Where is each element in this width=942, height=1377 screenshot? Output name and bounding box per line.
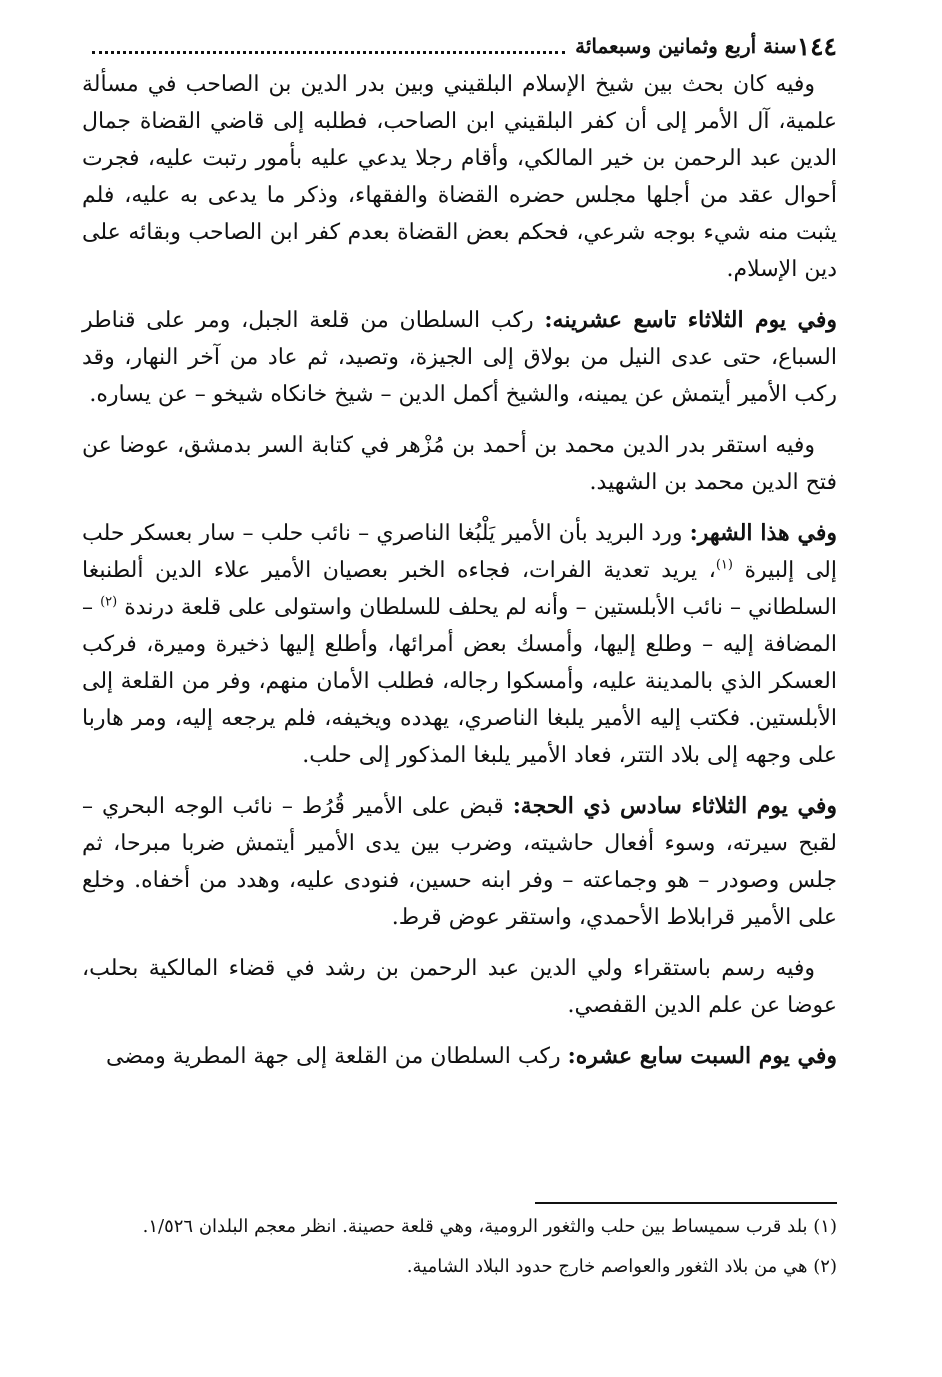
page-header — [82, 26, 837, 66]
footnote-ref-2[interactable]: (٢) — [100, 594, 118, 610]
paragraph-4 — [82, 515, 837, 774]
paragraph-lead: وفي يوم السبت سابع عشره: — [567, 1043, 837, 1069]
footnote-separator — [535, 1202, 837, 1204]
main-text — [82, 66, 837, 1089]
paragraph-lead: وفي يوم الثلاثاء سادس ذي الحجة: — [512, 793, 837, 819]
running-title: سنة أربع وثمانين وسبعمائة — [575, 34, 797, 58]
page-number: ١٤٤ — [796, 31, 837, 61]
footnote-ref-1[interactable]: (١) — [715, 557, 733, 573]
paragraph-text: ، يريد تعدية الفرات، فجاءه الخبر بعصيان الأمير علاء الدين ألطنبغا السلطاني – نائب الأبلستين – وأنه لم يحلف للسلطان واستولى على قلعة درندة — [82, 558, 837, 620]
paragraph-text: – المضافة إليه – وطلع إليها، وأمسك بعض أمرائها، وأطلع إليها ذخيرة وميرة، فركب العسكر الذي بالمدينة عليه، وأمسكوا رجاله، فطلب الأمان منهم، وفر من القلعة إلى الأبلستين. فكتب إليه الأمير يلبغا الناصري، يهدده ويخيفه، فلم يرجعه إليه، ومر هاربا على وجهه إلى بلاد التتر، فعاد الأمير يلبغا المذكور إلى حلب. — [82, 595, 837, 768]
paragraph-text: وفيه كان بحث بين شيخ الإسلام البلقيني وبين بدر الدين بن الصاحب في مسألة علمية، آل الأمر إلى أن كفر البلقيني ابن الصاحب، فطلبه إلى قاضي القضاة جمال الدين عبد الرحمن بن خير المالكي، وأقام رجلا يدعي عليه بأمور رتبت عليه، فجرت أحوال عقد من أجلها مجلس حضره القضاة والفقهاء، وذكر ما يدعى به عليه، فلم يثبت منه شيء بوجه شرعي، فحكم بعض القضاة بعدم كفر ابن الصاحب وبقائه على دين الإسلام. — [82, 72, 837, 282]
paragraph-text: ورد البريد بأن الأمير يَلْبُغا الناصري – نائب حلب – سار بعسكر حلب إلى إلبيرة — [82, 521, 837, 583]
paragraph-text: وفيه رسم باستقراء ولي الدين عبد الرحمن بن رشد في قضاء المالكية بحلب، عوضا عن علم الدين القفصي. — [82, 956, 837, 1018]
paragraph-text: ركب السلطان من القلعة إلى جهة المطرية ومضى — [105, 1044, 568, 1069]
footnote-2: (٢) هي من بلاد الثغور والعواصم خارج حدود البلاد الشامية. — [406, 1256, 837, 1277]
footnote-1: (١) بلد قرب سميساط بين حلب والثغور الرومية، وهي قلعة حصينة. انظر معجم البلدان ١/٥٢٦. — [142, 1216, 837, 1237]
paragraph-lead: وفي هذا الشهر: — [689, 520, 837, 546]
paragraph-6 — [82, 950, 837, 1024]
dotted-leader — [92, 39, 565, 54]
paragraph-text: وفيه استقر بدر الدين محمد بن أحمد بن مُزْهر في كتابة السر بدمشق، عوضا عن فتح الدين محمد بن الشهيد. — [82, 433, 837, 495]
paragraph-text: ركب السلطان من قلعة الجبل، ومر على قناطر السباع، حتى عدى النيل من بولاق إلى الجيزة، وتصيد، ثم عاد من آخر النهار، وقد ركب الأمير أيتمش عن يمينه، والشيخ أكمل الدين – شيخ خانكاه شيخو – عن يساره. — [82, 308, 837, 407]
paragraph-5 — [82, 788, 837, 936]
footnotes — [82, 1212, 837, 1292]
paragraph-2 — [82, 302, 837, 413]
paragraph-text: قبض على الأمير قُرُط – نائب الوجه البحري – لقبح سيرته، وسوء أفعال حاشيته، وضرب بين يدى الأمير أيتمش ضربا مبرحا، ثم جلس وصودر – هو وجماعته – وفر ابنه حسين، فنودى عليه، وهدد من أخفاه. وخلع على الأمير قرابلاط الأحمدي، واستقر عوض قرط. — [82, 794, 837, 930]
paragraph-3 — [82, 427, 837, 501]
paragraph-7 — [82, 1038, 837, 1075]
paragraph-lead: وفي يوم الثلاثاء تاسع عشرينه: — [544, 307, 838, 333]
paragraph-1 — [82, 66, 837, 288]
